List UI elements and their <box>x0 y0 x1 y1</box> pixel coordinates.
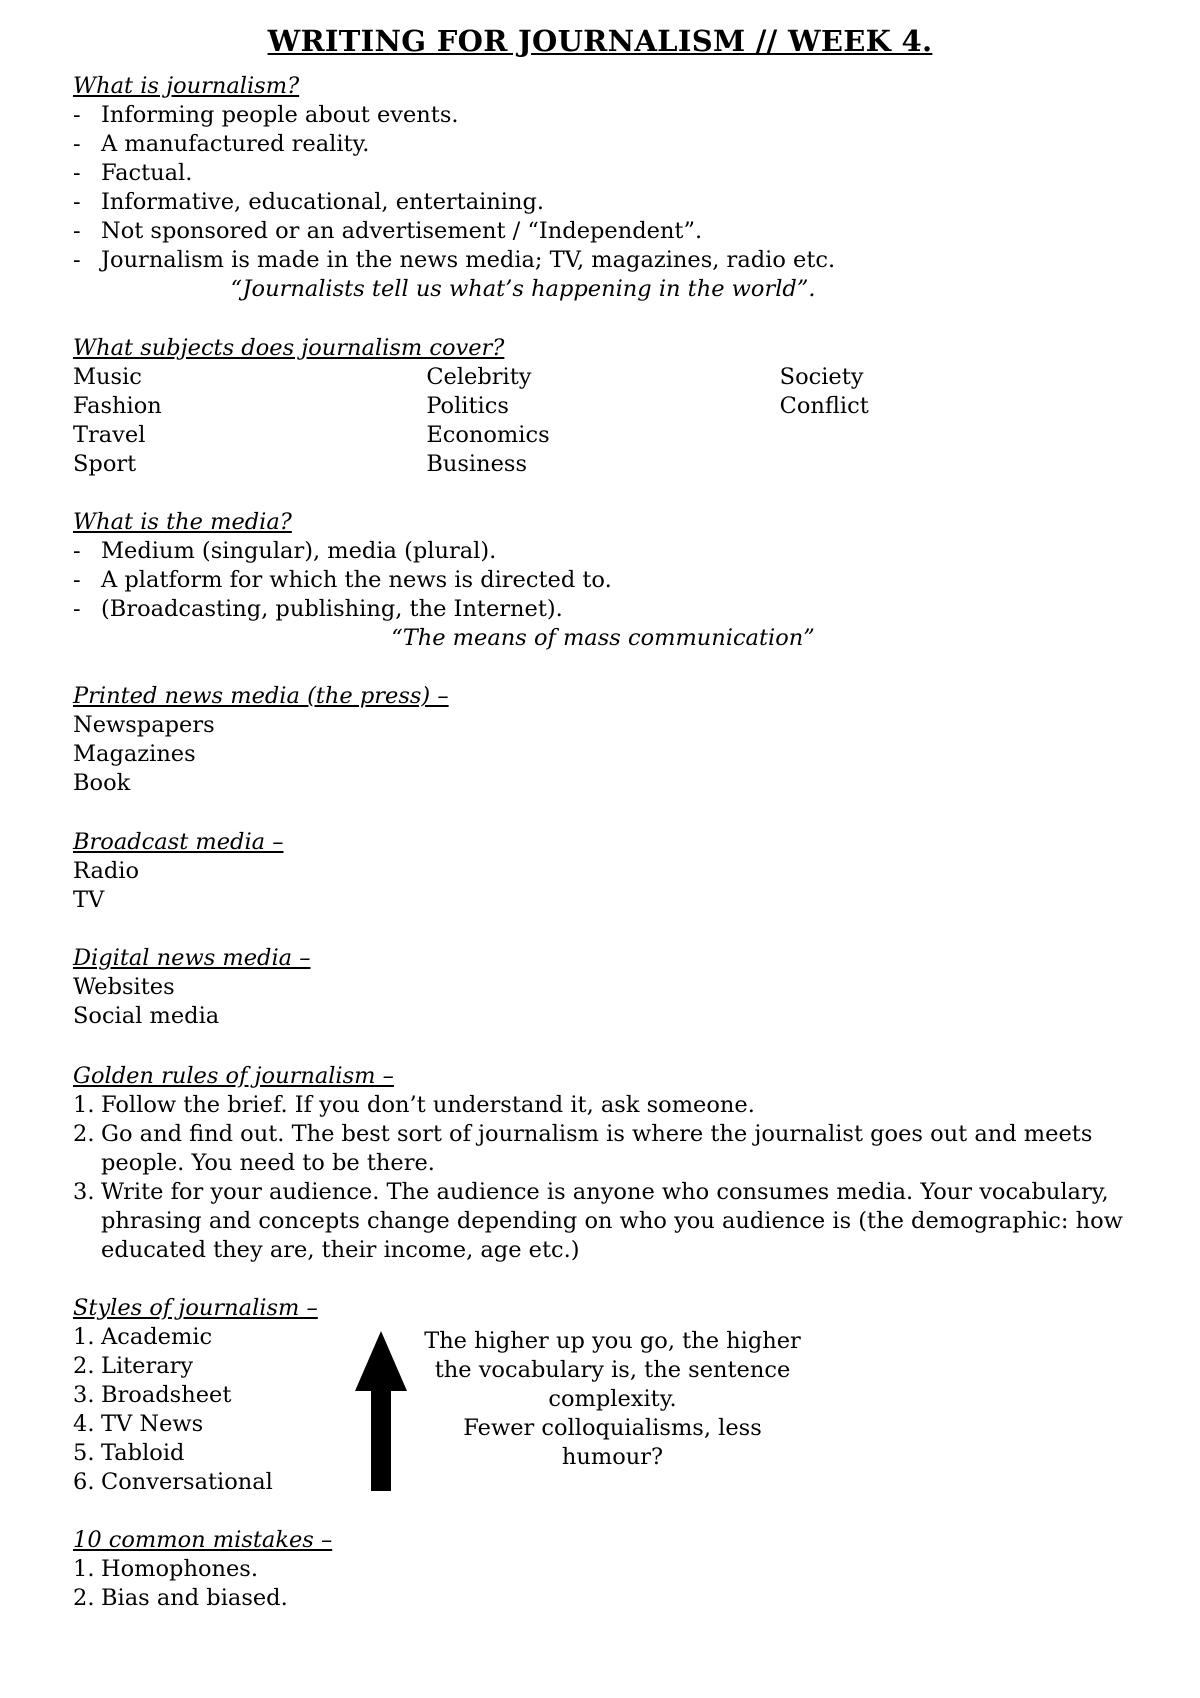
list-item: Newspapers <box>73 712 215 738</box>
section-heading: Golden rules of journalism – <box>73 1063 394 1089</box>
list-item: - Not sponsored or an advertisement / “Independent”. <box>73 218 703 244</box>
numbered-item: 1. Homophones. <box>73 1556 258 1582</box>
dash-marker: - <box>73 538 81 564</box>
quote: “The means of mass communication” <box>391 625 815 651</box>
numbered-item: 3. Write for your audience. The audience is anyone who consumes media. Your vocabulary, phrasing and concepts change depending on who you audience is (the demographic: how educated they are, their income, age etc.) <box>73 1179 1123 1263</box>
list-item: - Journalism is made in the news media; TV, magazines, radio etc. <box>73 247 836 273</box>
list-item: Social media <box>73 1003 220 1029</box>
section-heading: What subjects does journalism cover? <box>73 335 505 361</box>
list-item: Book <box>73 770 131 796</box>
numbered-item: 3. Broadsheet <box>73 1382 232 1408</box>
subject-item: Sport <box>73 451 137 477</box>
arrow-note: The higher up you go, the higher the vocabulary is, the sentence complexity. Fewer colloquialisms, less humour? <box>424 1328 801 1470</box>
numbered-item: 2. Literary <box>73 1353 194 1379</box>
section-broadcast-media <box>73 828 1133 915</box>
subject-item: Celebrity <box>426 364 532 390</box>
section-heading: What is journalism? <box>73 73 300 99</box>
list-item: - Medium (singular), media (plural). <box>73 538 497 564</box>
list-item: - A manufactured reality. <box>73 131 370 157</box>
section-golden-rules <box>73 1062 1133 1265</box>
list-item: - (Broadcasting, publishing, the Internet). <box>73 596 563 622</box>
subjects-columns <box>73 363 1133 479</box>
dash-marker: - <box>73 131 81 157</box>
section-subjects <box>73 334 1133 479</box>
list-item: Magazines <box>73 741 196 767</box>
section-heading: Broadcast media – <box>73 829 284 855</box>
subject-item: Economics <box>426 422 550 448</box>
subject-item: Fashion <box>73 393 162 419</box>
section-heading: 10 common mistakes – <box>73 1527 333 1553</box>
section-styles <box>73 1294 1133 1497</box>
section-printed-media <box>73 682 1133 798</box>
dash-marker: - <box>73 218 81 244</box>
subject-item: Politics <box>426 393 509 419</box>
numbered-item: 6. Conversational <box>73 1469 273 1495</box>
numbered-item: 1. Follow the brief. If you don’t understand it, ask someone. <box>73 1092 755 1118</box>
numbered-item: 2. Bias and biased. <box>73 1585 288 1611</box>
list-item: - Informative, educational, entertaining. <box>73 189 545 215</box>
section-what-is-media <box>73 508 1133 653</box>
page-title: WRITING FOR JOURNALISM // WEEK 4. <box>267 24 933 58</box>
dash-marker: - <box>73 247 81 273</box>
list-item: - Factual. <box>73 160 193 186</box>
section-heading: Printed news media (the press) – <box>73 683 449 709</box>
quote: “Journalists tell us what’s happening in the world”. <box>230 276 816 302</box>
styles-content <box>73 1323 1133 1497</box>
list-item: - Informing people about events. <box>73 102 459 128</box>
subjects-column <box>780 363 1133 479</box>
up-arrow-icon <box>353 1329 409 1493</box>
dash-marker: - <box>73 567 81 593</box>
section-what-is-journalism <box>73 72 1133 304</box>
section-heading: What is the media? <box>73 509 292 535</box>
subject-item: Society <box>779 364 864 390</box>
numbered-item: 4. TV News <box>73 1411 204 1437</box>
dash-marker: - <box>73 596 81 622</box>
subject-item: Travel <box>73 422 146 448</box>
numbered-item: 1. Academic <box>73 1324 213 1350</box>
subject-item: Conflict <box>779 393 869 419</box>
dash-marker: - <box>73 102 81 128</box>
list-item: Websites <box>73 974 175 1000</box>
dash-marker: - <box>73 160 81 186</box>
section-heading: Styles of journalism – <box>73 1295 318 1321</box>
numbered-item: 2. Go and find out. The best sort of journalism is where the journalist goes out and meets people. You need to be there. <box>73 1121 1093 1176</box>
section-heading: Digital news media – <box>73 945 311 971</box>
list-item: - A platform for which the news is directed to. <box>73 567 612 593</box>
subjects-column <box>73 363 426 479</box>
section-common-mistakes <box>73 1526 1133 1613</box>
list-item: TV <box>73 887 105 913</box>
list-item: Radio <box>73 858 140 884</box>
dash-marker: - <box>73 189 81 215</box>
numbered-item: 5. Tabloid <box>73 1440 185 1466</box>
subject-item: Business <box>426 451 527 477</box>
subjects-column <box>426 363 779 479</box>
section-digital-media <box>73 944 1133 1031</box>
subject-item: Music <box>73 364 142 390</box>
